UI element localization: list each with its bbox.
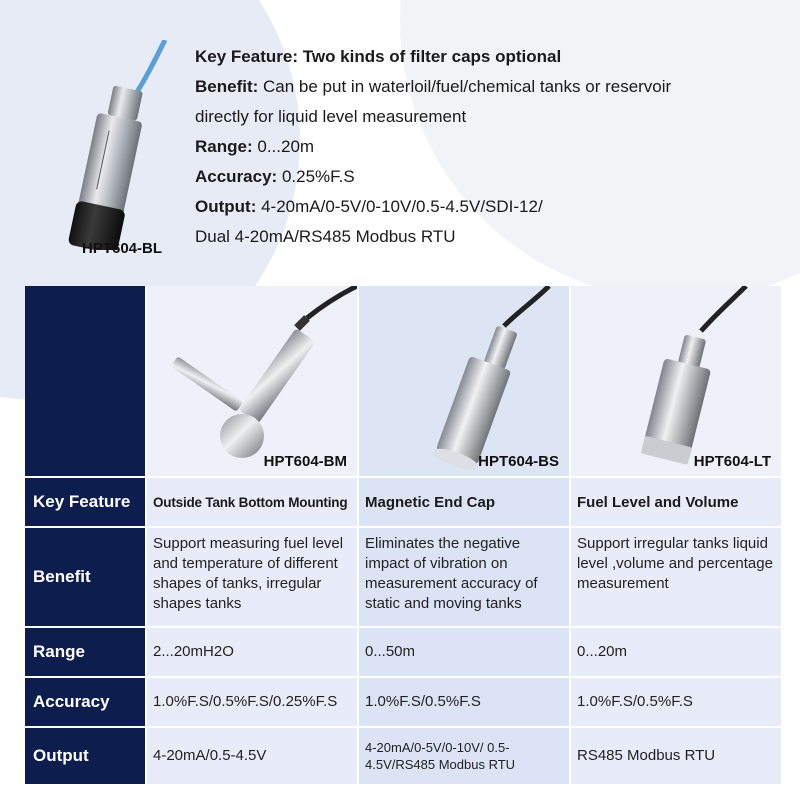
accuracy-bm-text: 1.0%F.S/0.5%F.S/0.25%F.S [153, 693, 338, 710]
range-lt [571, 628, 781, 676]
output-bs [359, 728, 569, 784]
benefit-bm-text: Support measuring fuel level and temperature of different shapes of tanks, irregular shapes tanks [153, 535, 344, 612]
range-label: Range: [195, 137, 253, 156]
accuracy-line [195, 162, 785, 192]
accuracy-bm [147, 678, 357, 726]
product-image-cell-bm [147, 286, 357, 476]
output-line-2: Dual 4-20mA/RS485 Modbus RTU [195, 227, 456, 246]
range-line [195, 132, 785, 162]
output-bm [147, 728, 357, 784]
row-header-benefit: Benefit [25, 528, 145, 626]
benefit-line [195, 72, 785, 102]
benefit-bs [359, 528, 569, 626]
output-bm-text: 4-20mA/0.5-4.5V [153, 747, 267, 764]
model-label-hpt604-lt: HPT604-LT [693, 453, 771, 470]
key-feature-bs-text: Magnetic End Cap [365, 493, 496, 511]
benefit-bm [147, 528, 357, 626]
row-header-output: Output [25, 728, 145, 784]
model-label-hpt604-bs: HPT604-BS [478, 453, 559, 470]
spec-comparison-table [25, 286, 775, 774]
product-image-cell-bs [359, 286, 569, 476]
accuracy-lt-text: 1.0%F.S/0.5%F.S [577, 693, 693, 710]
sensor-hpt604-bs-image [359, 286, 569, 476]
accuracy-label: Accuracy: [195, 167, 278, 186]
row-header-accuracy: Accuracy [25, 678, 145, 726]
benefit-label: Benefit: [195, 77, 259, 96]
output-bs-text: 4-20mA/0-5V/0-10V/ 0.5-4.5V/RS485 Modbus RTU [365, 740, 516, 772]
feature-description [195, 42, 785, 252]
benefit-lt-text: Support irregular tanks liquid level ,volume and percentage measurement [577, 535, 773, 592]
sensor-hpt604-bm-image [147, 286, 357, 476]
row-header-key-feature: Key Feature [25, 478, 145, 526]
benefit-value-1: Can be put in waterloil/fuel/chemical tanks or reservoir [263, 77, 672, 96]
model-label-hpt604-bl: HPT604-BL [82, 240, 163, 257]
key-feature-lt [571, 478, 781, 526]
accuracy-value: 0.25%F.S [281, 167, 355, 186]
output-lt [571, 728, 781, 784]
key-feature-line [195, 42, 785, 72]
output-label: Output: [195, 197, 257, 216]
range-bm [147, 628, 357, 676]
product-image-cell-lt [571, 286, 781, 476]
accuracy-bs [359, 678, 569, 726]
key-feature-bm-text: Outside Tank Bottom Mounting [153, 494, 348, 510]
benefit-bs-text: Eliminates the negative impact of vibration on measurement accuracy of static and moving tanks [365, 535, 538, 612]
accuracy-lt [571, 678, 781, 726]
model-label-hpt604-bm: HPT604-BM [263, 453, 347, 470]
output-line [195, 192, 785, 222]
sensor-hpt604-lt-image [571, 286, 781, 476]
benefit-lt [571, 528, 781, 626]
accuracy-bs-text: 1.0%F.S/0.5%F.S [365, 693, 481, 710]
row-header-range: Range [25, 628, 145, 676]
key-feature-lt-text: Fuel Level and Volume [577, 493, 739, 511]
range-bs-text: 0...50m [365, 643, 416, 660]
key-feature-bs [359, 478, 569, 526]
key-feature-value: Two kinds of filter caps optional [302, 47, 562, 66]
range-lt-text: 0...20m [577, 643, 628, 660]
output-value-1: 4-20mA/0-5V/0-10V/0.5-4.5V/SDI-12/ [261, 197, 543, 216]
range-value: 0...20m [257, 137, 315, 156]
output-lt-text: RS485 Modbus RTU [577, 747, 716, 764]
featured-product-section [0, 0, 800, 280]
key-feature-bm [147, 478, 357, 526]
table-corner [25, 286, 145, 476]
key-feature-label: Key Feature: [195, 47, 298, 66]
benefit-line-2: directly for liquid level measurement [195, 107, 467, 126]
range-bs [359, 628, 569, 676]
range-bm-text: 2...20mH2O [153, 643, 234, 660]
sensor-hpt604-bl-image [30, 40, 180, 250]
